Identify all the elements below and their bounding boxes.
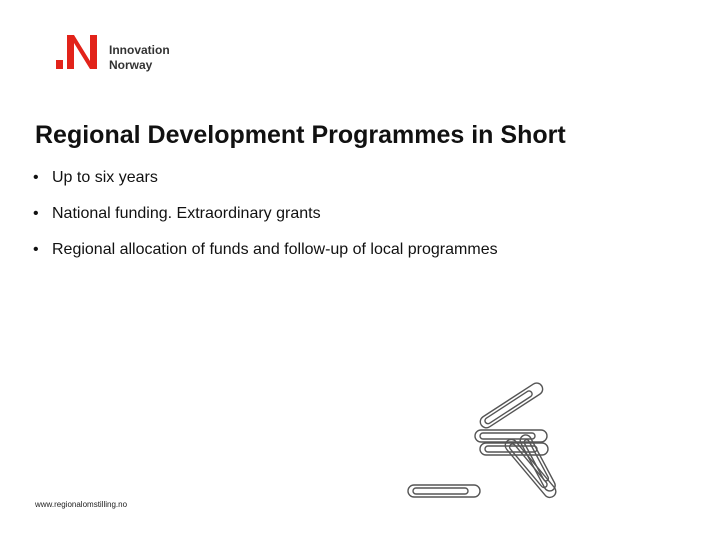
bullet-text: National funding. Extraordinary grants: [52, 205, 321, 222]
logo-line-1: Innovation: [109, 43, 170, 57]
bullet-marker: •: [33, 169, 39, 186]
logo-wordmark: [109, 43, 170, 73]
slide-title: Regional Development Programmes in Short: [35, 121, 566, 149]
logo-n-mark-icon: [55, 35, 99, 75]
bullet-text: Regional allocation of funds and follow-up of local programmes: [52, 241, 498, 258]
paperclips-icon: [400, 375, 570, 510]
bullet-text: Up to six years: [52, 169, 158, 186]
logo-line-2: Norway: [109, 58, 153, 72]
footer-url: www.regionalomstilling.no: [35, 500, 128, 509]
bullet-marker: •: [33, 241, 39, 258]
bullet-marker: •: [33, 205, 39, 222]
innovation-norway-logo: [55, 35, 185, 77]
